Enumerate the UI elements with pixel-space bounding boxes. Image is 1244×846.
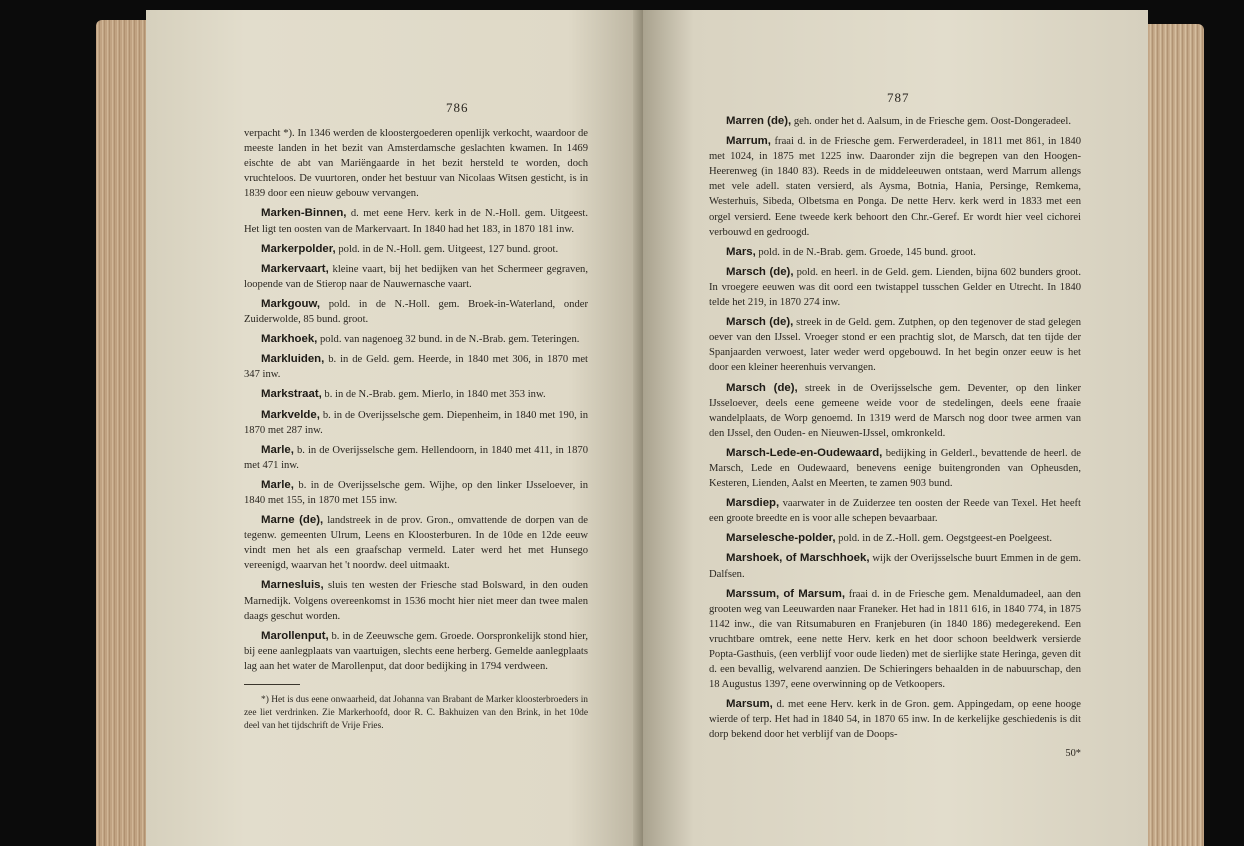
right-entries bbox=[709, 114, 1081, 743]
entry-headword: Mars, bbox=[726, 245, 756, 258]
dictionary-entry bbox=[244, 443, 588, 473]
page-number-left: 786 bbox=[446, 100, 469, 115]
entry-text: geh. onder het d. Aalsum, in de Friesche gem. Oost-Dongeradeel. bbox=[791, 116, 1071, 127]
entry-text: kleine vaart, bij het bedijken van het Schermeer gegraven, loopende van de Stierop naar de Nauwernasche vaart. bbox=[244, 263, 588, 290]
dictionary-entry bbox=[244, 242, 588, 257]
right-page-edges bbox=[1144, 24, 1204, 846]
left-entries bbox=[244, 206, 588, 674]
entry-text: fraai d. in de Friesche gem. Ferwerderadeel, in 1811 met 861, in 1840 met 1024, in 1875 met 1225 inw. Daaronder zijn die begrepen van den Hoogen-Heerenweg (in 1840 83). Reeds in de middeleeuwen ontstaan, werd Marrum allengs met vele adell. staten versierd, als Aysma, Botnia, Hania, Persinge, Remkema, Westerhuis, Sibeda, Olbetsma en Ponga. De nette Herv. kerk werd in 1833 met een orgel versierd. Eene tweede kerk behoort den Chr.-Geref. Er wordt hier veel cichorei verbouwd en gedroogd. bbox=[709, 136, 1081, 238]
entry-text: streek in de Geld. gem. Zutphen, op den tegenover de stad gelegen oever van den IJssel. Vroeger stond er een prachtig slot, de Marsch, dat ten tijde der Spanjaarden verwoest, later weder werd opgebouwd. In het begin onzer eeuw is het door een kleiner heerenhuis vervangen. bbox=[709, 317, 1081, 374]
dictionary-entry bbox=[244, 262, 588, 292]
entry-text: pold. in de N.-Holl. gem. Uitgeest, 127 bund. groot. bbox=[335, 243, 559, 255]
entry-text: d. met eene Herv. kerk in de N.-Holl. gem. Uitgeest. Het ligt ten oosten van de Markervaart. In 1840 had het 183, in 1870 181 inw. bbox=[244, 208, 588, 235]
entry-text: bedijking in Gelderl., bevattende de heerl. de Marsch, Lede en Oudewaard, benevens eenige buitengronden van Opheusden, Kesteren, Lienden, Aalst en Meerten, te zamen 903 bund. bbox=[709, 447, 1081, 490]
entry-text: b. in de Overijsselsche gem. Diepenheim, in 1840 met 190, in 1870 met 287 inw. bbox=[244, 409, 588, 436]
dictionary-entry bbox=[709, 496, 1081, 526]
dictionary-entry bbox=[709, 697, 1081, 742]
dictionary-entry bbox=[709, 134, 1081, 240]
dictionary-entry bbox=[709, 315, 1081, 375]
right-page bbox=[643, 10, 1148, 846]
footnote: *) Het is dus eene onwaarheid, dat Johanna van Brabant de Marker kloosterbroeders in zee liet verdrinken. Zie Markerhoofd, door R. C. Bakhuizen van den Brink, in het 10de deel van het tijdschrift de Vrije Fries. bbox=[244, 695, 588, 731]
entry-text: pold. in de N.-Holl. gem. Broek-in-Waterland, onder Zuiderwolde, 85 bund. groot. bbox=[244, 298, 588, 326]
entry-headword: Markluiden, bbox=[261, 353, 325, 366]
entry-text: b. in de N.-Brab. gem. Mierlo, in 1840 met 353 inw. bbox=[321, 389, 546, 401]
entry-headword: Markhoek, bbox=[261, 333, 318, 346]
entry-headword: Marsch (de), bbox=[726, 316, 794, 329]
dictionary-entry bbox=[244, 332, 588, 347]
entry-headword: Marken-Binnen, bbox=[261, 207, 347, 220]
entry-text: streek in de Overijsselsche gem. Deventer, op den linker IJsseloever, deels eene gemeene weide voor de stedelingen, deels eene fraaie wandelplaats, de Worp genoemd. In 1319 werd de Marsch nog door twee armen van den IJssel, den Ouden- en Nieuwen-IJssel, omkronkeld. bbox=[709, 382, 1081, 439]
open-book bbox=[96, 10, 1204, 846]
entry-headword: Marne (de), bbox=[261, 514, 324, 527]
entry-headword: Markvelde, bbox=[261, 408, 320, 421]
entry-headword: Marollenput, bbox=[261, 629, 329, 642]
entry-headword: Markstraat, bbox=[261, 388, 322, 401]
dictionary-entry bbox=[709, 446, 1081, 491]
entry-text: b. in de Overijsselsche gem. Hellendoorn, in 1840 met 411, in 1870 met 471 inw. bbox=[244, 444, 588, 471]
entry-headword: Marle, bbox=[261, 478, 294, 491]
entry-text: b. in de Geld. gem. Heerde, in 1840 met 306, in 1870 met 347 inw. bbox=[244, 354, 588, 381]
dictionary-entry bbox=[709, 381, 1081, 441]
entry-headword: Marren (de), bbox=[726, 115, 792, 127]
dictionary-entry bbox=[244, 206, 588, 236]
entry-headword: Marssum, of Marsum, bbox=[726, 587, 846, 600]
entry-text: pold. van nagenoeg 32 bund. in de N.-Brab. gem. Teteringen. bbox=[317, 334, 580, 346]
dictionary-entry bbox=[709, 114, 1081, 129]
dictionary-entry bbox=[709, 245, 1081, 260]
entry-headword: Marshoek, of Marschhoek, bbox=[726, 552, 870, 565]
dictionary-entry bbox=[244, 629, 588, 674]
entry-headword: Marsch-Lede-en-Oudewaard, bbox=[726, 446, 883, 459]
entry-headword: Marnesluis, bbox=[261, 579, 324, 592]
entry-text: landstreek in de prov. Gron., omvattende de dorpen van de tegenw. gemeenten Ulrum, Leens en Kloosterburen. In de 10de en 12de eeuw vindt men het als een graafschap vermeld. Later werd het met Hunsego vereenigd, waarvan het 't noordw. deel uitmaakt. bbox=[244, 515, 588, 572]
right-text-column bbox=[709, 114, 1081, 761]
entry-headword: Markervaart, bbox=[261, 262, 329, 275]
dictionary-entry bbox=[244, 513, 588, 573]
entry-text: pold. in de Z.-Holl. gem. Oegstgeest-en Poelgeest. bbox=[835, 533, 1053, 545]
opening-paragraph: verpacht *). In 1346 werden de kloostergoederen openlijk verkocht, waardoor de meeste landen in het bezit van Amsterdamsche geslachten kwamen. In 1469 eischte de abt van Mariëngaarde in het bezit hersteld te worden, doch vruchteloos. De vuurtoren, onder het bestuur van Nicolaas Witsen gesticht, is in 1839 door een nieuw gebouw vervangen. bbox=[244, 128, 588, 200]
entry-text: fraai d. in de Friesche gem. Menaldumadeel, aan den grooten weg van Leeuwarden naar Franeker. Het had in 1811 616, in 1840 774, in 1875 1142 inw., die van Ritsumaburen en Franjeburen (in 1840 186) medegerekend. Een vruchtbare omtrek, eene nette Herv. kerk en het door schoon beeldwerk versierde Popta-Gasthuis, (een verblijf voor oude lieden) met de sierlijke state Heringa, geven dit d. een bevallig, welvarend aanzien. De Schieringers behaalden in de nabuurschap, den 18 Augustus 1397, eene overwinning op de Vetkoopers. bbox=[709, 588, 1081, 691]
entry-headword: Marsum, bbox=[726, 698, 773, 711]
dictionary-entry bbox=[244, 578, 588, 623]
entry-headword: Marselesche-polder, bbox=[726, 532, 836, 545]
entry-headword: Marsch (de), bbox=[726, 265, 794, 278]
dictionary-entry bbox=[709, 531, 1081, 546]
signature-mark: 50* bbox=[1065, 747, 1081, 759]
entry-headword: Marsdiep, bbox=[726, 497, 780, 510]
dictionary-entry bbox=[244, 387, 588, 402]
dictionary-entry bbox=[709, 551, 1081, 581]
dictionary-entry bbox=[244, 297, 588, 327]
entry-text: wijk der Overijsselsche buurt Emmen in de gem. Dalfsen. bbox=[709, 553, 1082, 580]
footnote-rule bbox=[244, 684, 300, 685]
entry-headword: Marle, bbox=[261, 443, 294, 456]
entry-text: pold. en heerl. in de Geld. gem. Lienden, bijna 602 bunders groot. In vroegere eeuwen was dit oord een twistappel tusschen Gelder en Utrecht. In 1840 telde het 219, in 1870 274 inw. bbox=[709, 266, 1081, 309]
dictionary-entry bbox=[244, 352, 588, 382]
entry-text: pold. in de N.-Brab. gem. Groede, 145 bund. groot. bbox=[755, 246, 976, 258]
dictionary-entry bbox=[709, 265, 1081, 310]
entry-headword: Marrum, bbox=[726, 135, 771, 148]
dictionary-entry bbox=[244, 408, 588, 438]
entry-headword: Markerpolder, bbox=[261, 242, 336, 255]
page-number-right: 787 bbox=[887, 90, 910, 105]
left-page bbox=[146, 10, 643, 846]
entry-text: d. met eene Herv. kerk in de Gron. gem. Appingedam, op eene hooge wierde of terp. Het had in 1840 54, in 1870 65 inw. In de kerkelijke geschiedenis is dit dorp bekend door het verblijf van de Doops- bbox=[709, 699, 1081, 741]
entry-text: b. in de Overijsselsche gem. Wijhe, op den linker IJsseloever, in 1840 met 155, in 1870 met 155 inw. bbox=[244, 479, 588, 506]
entry-text: b. in de Zeeuwsche gem. Groede. Oorspronkelijk stond hier, bij eene aanlegplaats van vaartuigen, slechts eene herberg. Gemelde aanlegplaats lag aan het water de Marollenput, dat door bedijking in 1794 verdween. bbox=[244, 630, 588, 672]
entry-text: sluis ten westen der Friesche stad Bolsward, in den ouden Marnedijk. Volgens overeenkomst in 1536 mocht hier niet meer dan twee malen daags geschut worden. bbox=[244, 580, 588, 622]
dictionary-entry bbox=[244, 478, 588, 508]
left-text-column bbox=[244, 126, 588, 742]
entry-headword: Marsch (de), bbox=[726, 381, 798, 394]
entry-headword: Markgouw, bbox=[261, 297, 321, 310]
entry-text: vaarwater in de Zuiderzee ten oosten der Reede van Texel. Het heeft een groote breedte en is voor alle schepen bevaarbaar. bbox=[709, 498, 1081, 525]
dictionary-entry bbox=[709, 587, 1081, 693]
